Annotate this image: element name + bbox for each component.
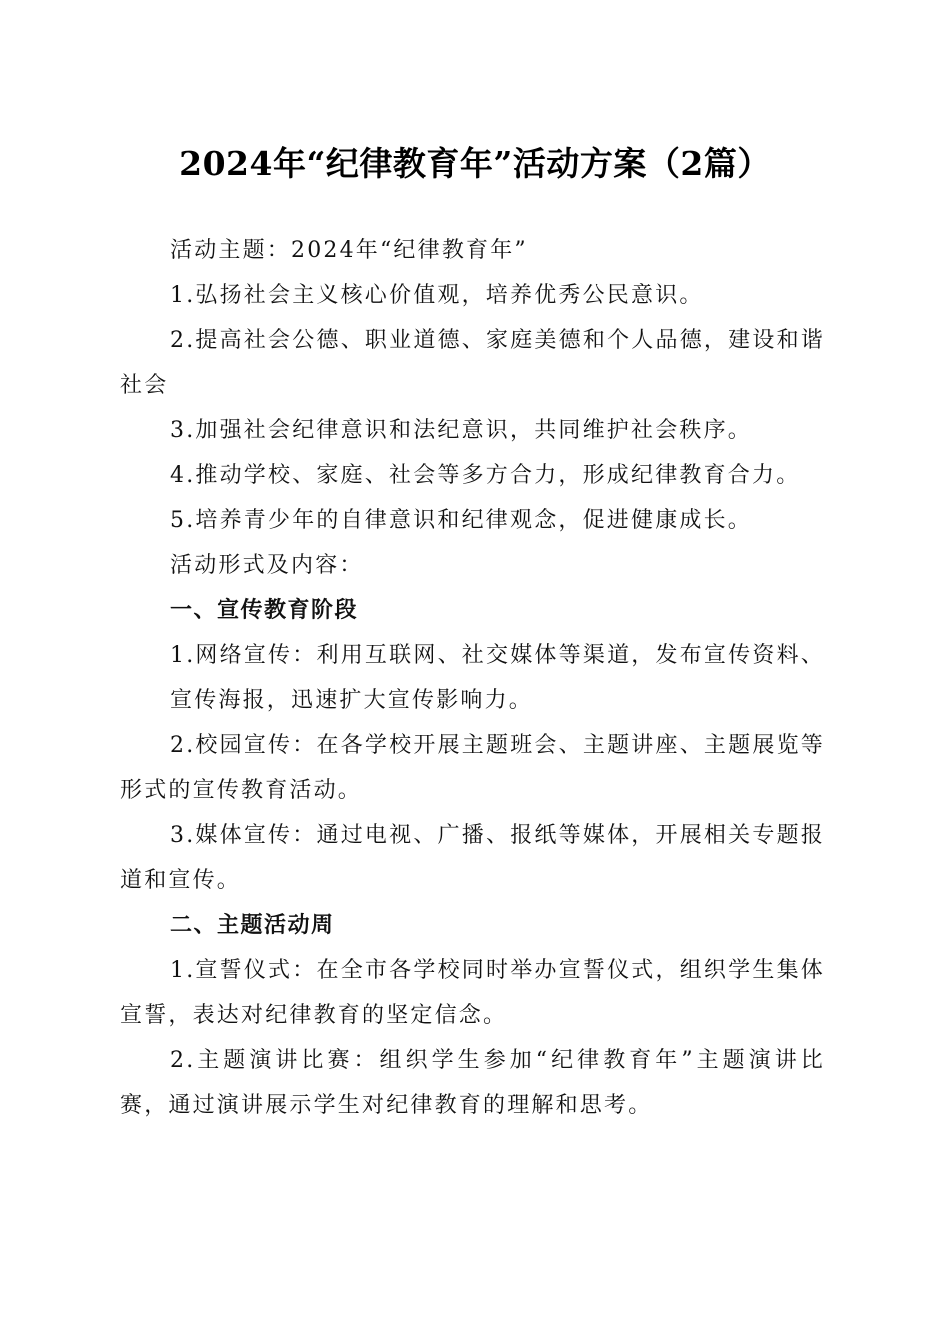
theme-week-item-1: 1.宣誓仪式：在全市各学校同时举办宣誓仪式，组织学生集体宣誓，表达对纪律教育的坚定信念。 xyxy=(120,958,825,1028)
section-heading-publicity: 一、宣传教育阶段 xyxy=(170,598,359,623)
theme-week-item-2: 2.主题演讲比赛：组织学生参加“纪律教育年”主题演讲比赛，通过演讲展示学生对纪律教育的理解和思考。 xyxy=(120,1048,825,1118)
publicity-item-3: 3.媒体宣传：通过电视、广播、报纸等媒体，开展相关专题报道和宣传。 xyxy=(120,823,825,893)
document-title: 2024年“纪律教育年”活动方案（2篇） xyxy=(179,144,771,183)
theme-line: 活动主题：2024年“纪律教育年” xyxy=(170,238,528,263)
goal-item-5: 5.培养青少年的自律意识和纪律观念，促进健康成长。 xyxy=(170,508,752,533)
activity-forms-label: 活动形式及内容： xyxy=(170,553,364,578)
publicity-item-2: 2.校园宣传：在各学校开展主题班会、主题讲座、主题展览等形式的宣传教育活动。 xyxy=(120,733,825,803)
goal-item-3: 3.加强社会纪律意识和法纪意识，共同维护社会秩序。 xyxy=(170,418,752,443)
section-heading-theme-week: 二、主题活动周 xyxy=(170,913,335,938)
goal-item-4: 4.推动学校、家庭、社会等多方合力，形成纪律教育合力。 xyxy=(170,463,801,488)
document-body xyxy=(120,228,825,1128)
publicity-item-1: 1.网络宣传：利用互联网、社交媒体等渠道，发布宣传资料、宣传海报，迅速扩大宣传影响力。 xyxy=(170,643,825,713)
goal-item-1: 1.弘扬社会主义核心价值观，培养优秀公民意识。 xyxy=(170,283,704,308)
goal-item-2: 2.提高社会公德、职业道德、家庭美德和个人品德，建设和谐社会 xyxy=(120,328,825,398)
